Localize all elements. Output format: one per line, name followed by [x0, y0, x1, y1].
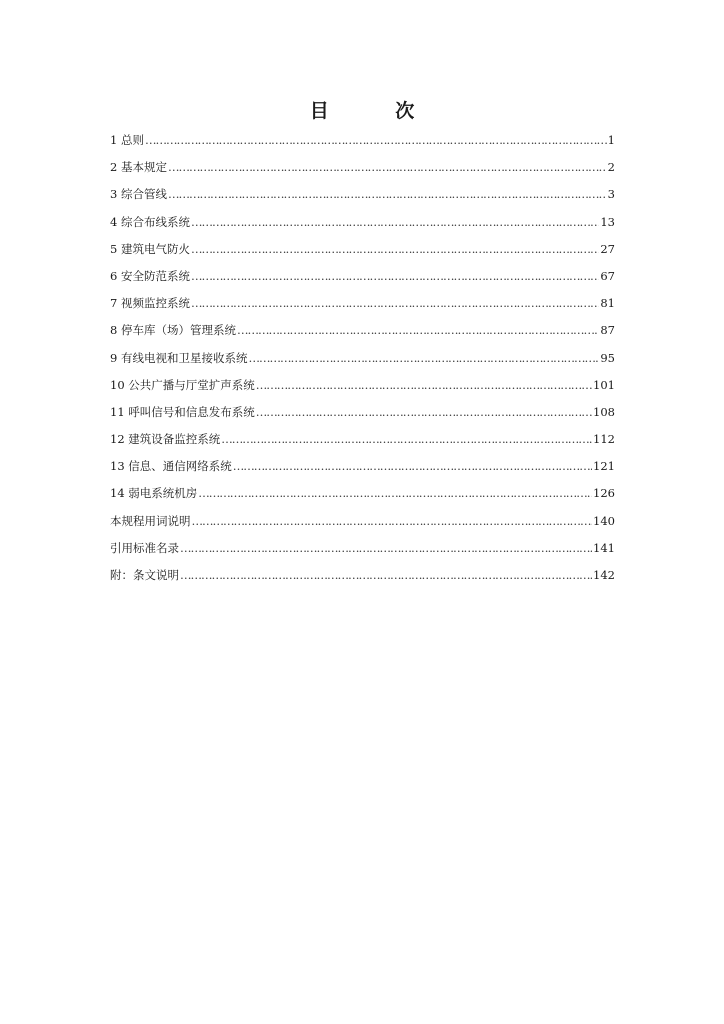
toc-leader-dots — [237, 322, 599, 338]
toc-entry-label: 5 建筑电气防火 — [110, 241, 190, 256]
toc-entry[interactable] — [110, 268, 615, 295]
toc-entry-label: 引用标准名录 — [110, 540, 179, 555]
toc-entry-page: 13 — [600, 214, 615, 229]
toc-entry-label: 7 视频监控系统 — [110, 296, 190, 311]
toc-leader-dots — [198, 485, 592, 501]
toc-entry[interactable] — [110, 513, 615, 540]
toc-entry-page: 87 — [600, 323, 615, 338]
toc-leader-dots — [248, 350, 599, 366]
toc-entry[interactable] — [110, 132, 615, 159]
toc-entry[interactable] — [110, 377, 615, 404]
toc-leader-dots — [256, 404, 592, 420]
toc-entry-label: 3 综合管线 — [110, 187, 167, 202]
toc-entry-label: 8 停车库（场）管理系统 — [110, 323, 236, 338]
toc-entry[interactable] — [110, 350, 615, 377]
toc-entry-label: 4 综合布线系统 — [110, 214, 190, 229]
toc-leader-dots — [168, 159, 607, 175]
toc-leader-dots — [180, 540, 592, 556]
toc-entry[interactable] — [110, 186, 615, 213]
toc-leader-dots — [145, 132, 607, 148]
toc-entry-label: 11 呼叫信号和信息发布系统 — [110, 404, 255, 419]
toc-leader-dots — [191, 214, 599, 230]
toc-entry-page: 27 — [600, 241, 615, 256]
toc-entry[interactable] — [110, 159, 615, 186]
toc-entry-page: 2 — [607, 160, 615, 175]
toc-entry[interactable] — [110, 540, 615, 567]
toc-entry-label: 附：条文说明 — [110, 568, 179, 582]
toc-entry-page: 67 — [600, 268, 615, 283]
toc-entry[interactable] — [110, 485, 615, 512]
toc-entry[interactable] — [110, 458, 615, 485]
toc-leader-dots — [256, 377, 592, 393]
toc-entry-label: 14 弱电系统机房 — [110, 486, 198, 501]
toc-entry[interactable] — [110, 241, 615, 268]
toc-entry-page: 1 — [607, 133, 615, 147]
toc-leader-dots — [191, 241, 599, 257]
toc-leader-dots — [191, 268, 599, 284]
toc-entry-page: 140 — [593, 513, 615, 528]
toc-entry-label: 10 公共广播与厅堂扩声系统 — [110, 377, 255, 392]
toc-entry-page: 95 — [600, 350, 615, 365]
toc-entry[interactable] — [110, 567, 615, 594]
table-of-contents — [110, 132, 615, 594]
toc-entry-page: 142 — [593, 568, 615, 582]
toc-entry-label: 本规程用词说明 — [110, 513, 191, 528]
toc-entry-label: 6 安全防范系统 — [110, 268, 190, 283]
toc-entry[interactable] — [110, 404, 615, 431]
toc-leader-dots — [191, 295, 599, 311]
toc-entry-page: 3 — [607, 187, 615, 202]
toc-entry[interactable] — [110, 431, 615, 458]
toc-leader-dots — [192, 513, 593, 529]
toc-entry-page: 108 — [593, 404, 615, 419]
toc-entry-label: 9 有线电视和卫星接收系统 — [110, 350, 248, 365]
toc-entry[interactable] — [110, 322, 615, 349]
toc-leader-dots — [168, 186, 607, 202]
toc-entry-page: 101 — [593, 377, 615, 392]
page-title: 目 次 — [309, 100, 445, 122]
toc-entry-label: 13 信息、通信网络系统 — [110, 459, 232, 474]
toc-entry-page: 121 — [593, 459, 615, 474]
toc-leader-dots — [221, 431, 592, 447]
toc-entry-label: 1 总则 — [110, 133, 144, 147]
toc-leader-dots — [233, 458, 592, 474]
toc-entry-label: 12 建筑设备监控系统 — [110, 432, 221, 447]
toc-entry-label: 2 基本规定 — [110, 160, 167, 175]
toc-entry-page: 141 — [593, 540, 615, 555]
toc-entry-page: 126 — [593, 486, 615, 501]
toc-entry-page: 81 — [600, 296, 615, 311]
toc-entry[interactable] — [110, 214, 615, 241]
toc-entry-page: 112 — [593, 432, 615, 447]
toc-entry[interactable] — [110, 295, 615, 322]
toc-leader-dots — [180, 567, 592, 583]
